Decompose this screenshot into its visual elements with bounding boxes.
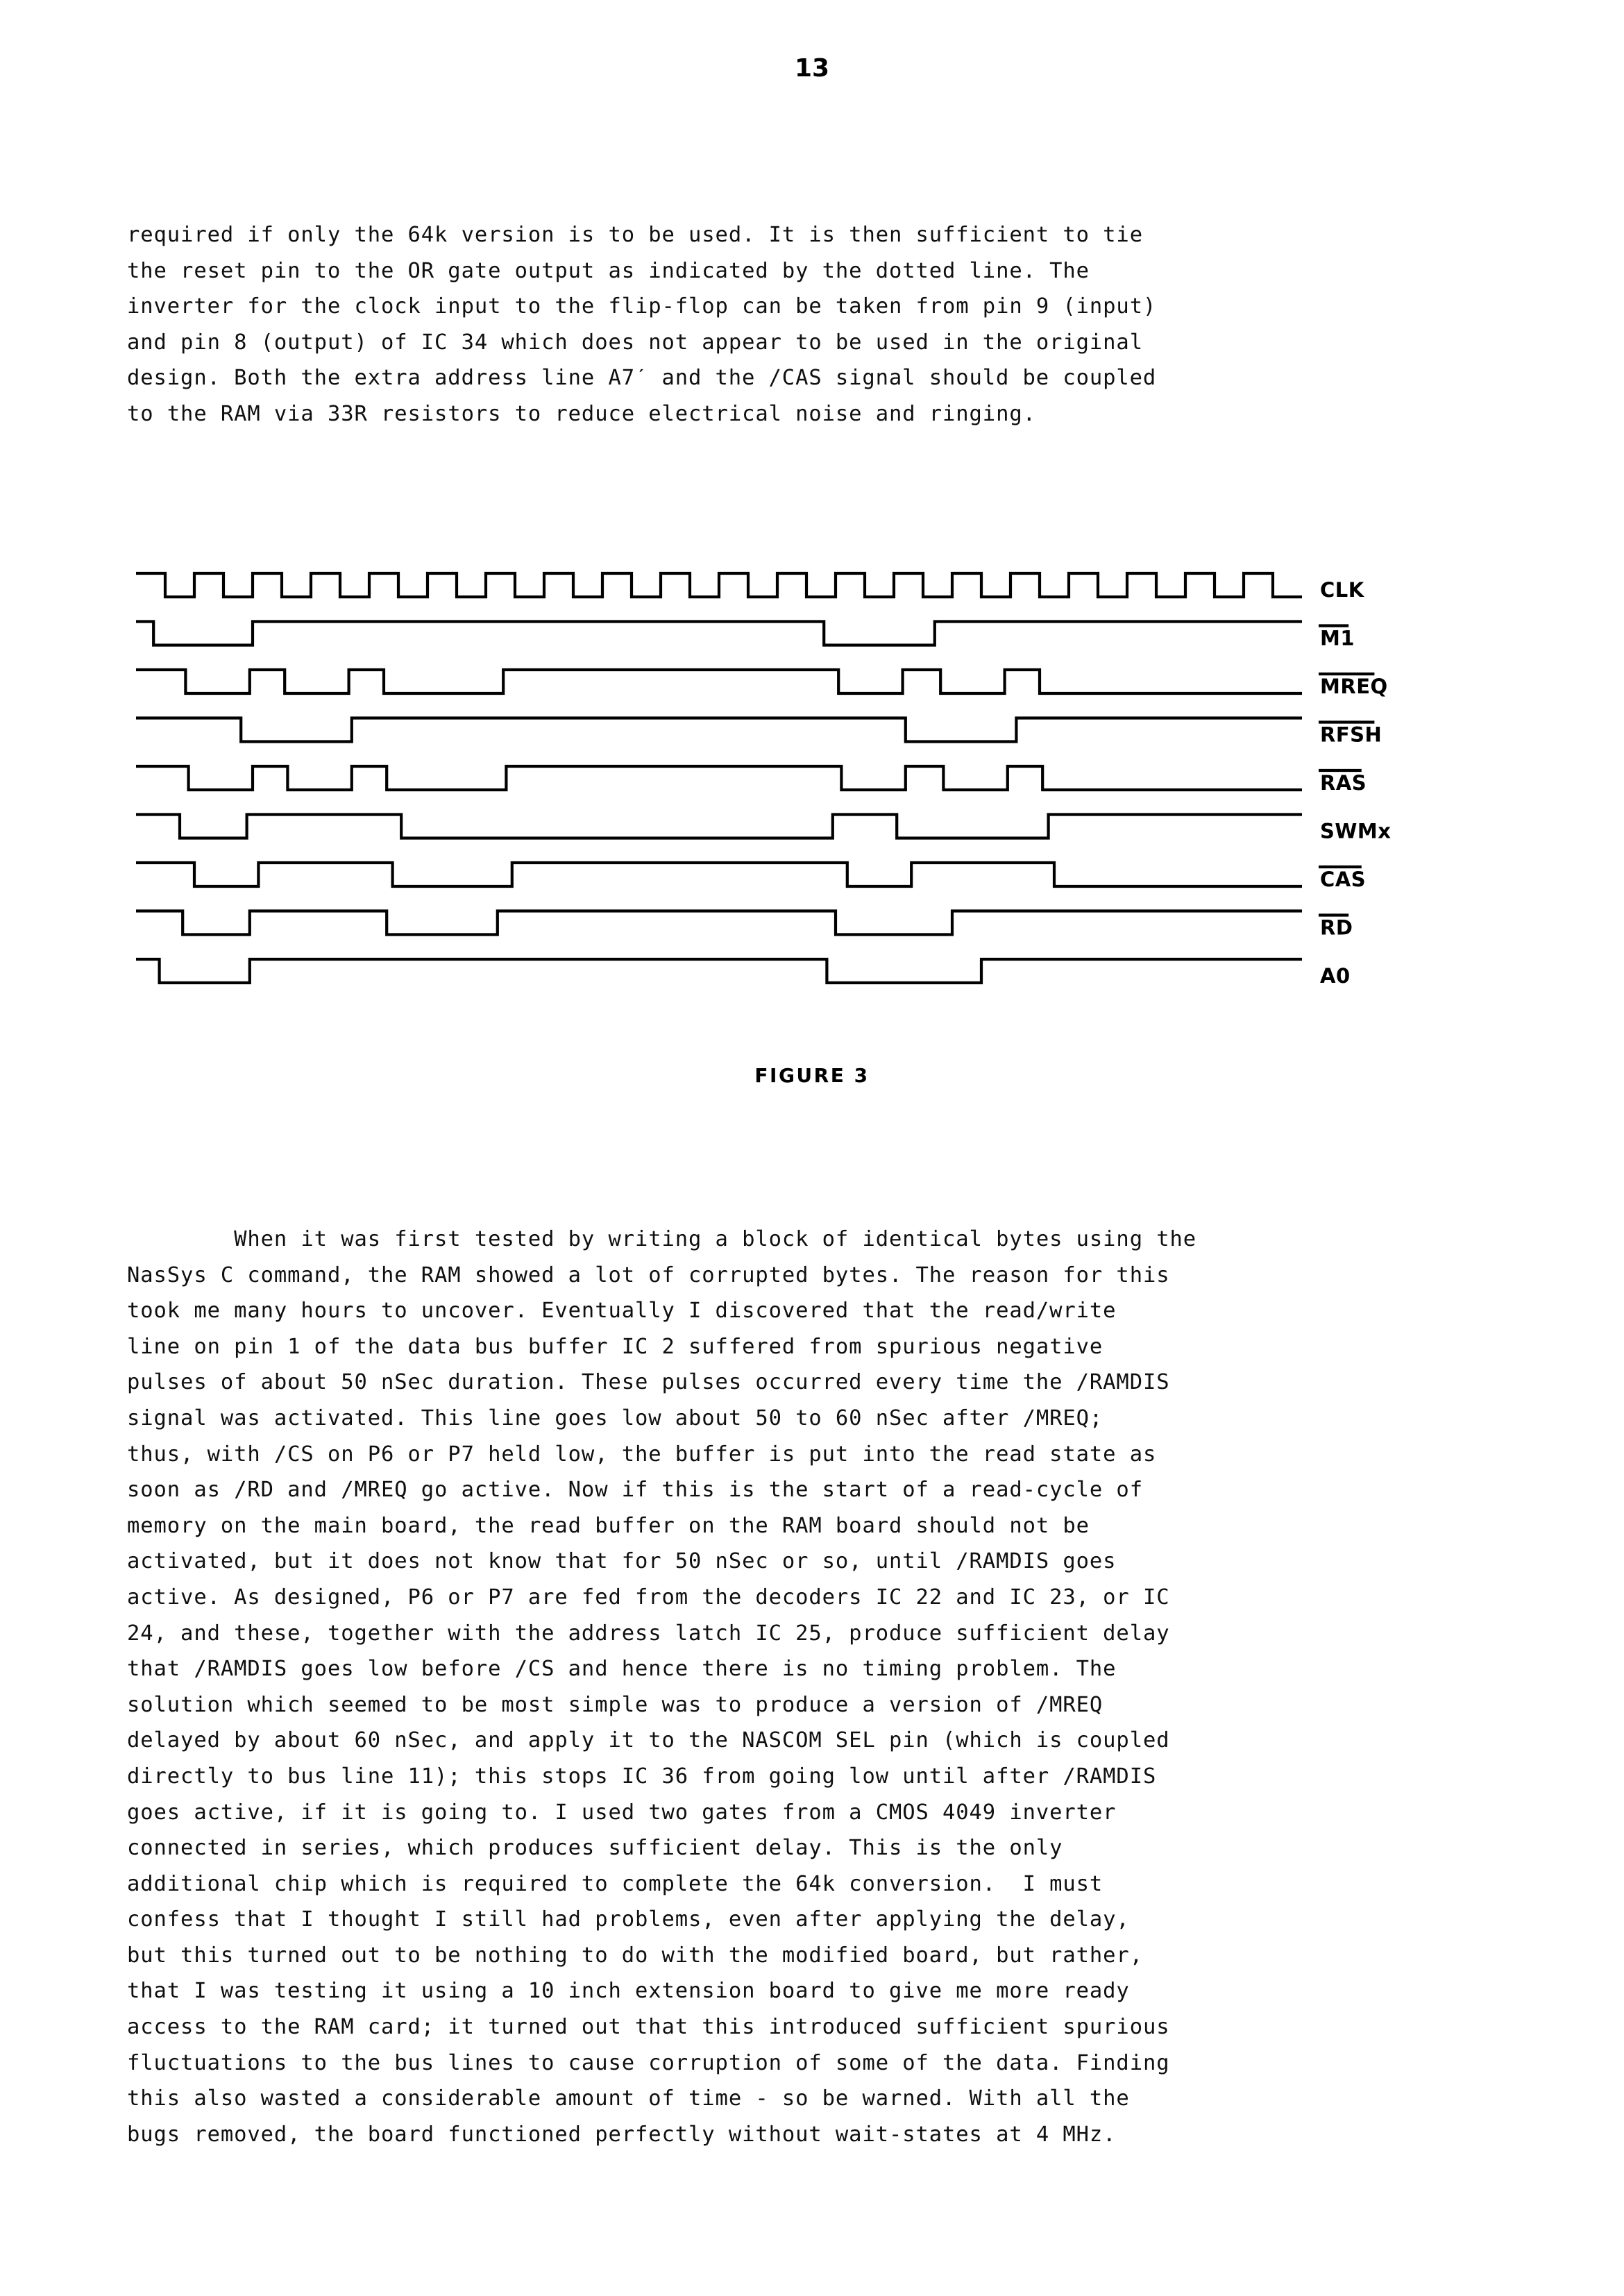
waveform-a0 (136, 959, 1351, 988)
intro-paragraph-line: to the RAM via 33R resistors to reduce electrical noise and ringing. (127, 401, 1036, 426)
waveform-trace (136, 911, 1302, 935)
discussion-paragraph-line: thus, with /CS on P6 or P7 held low, the buffer is put into the read state as (127, 1442, 1157, 1467)
discussion-paragraph-line: solution which seemed to be most simple was to produce a version of /MREQ (127, 1692, 1103, 1717)
discussion-paragraph-line: access to the RAM card; it turned out that this introduced sufficient spurious (127, 2015, 1170, 2040)
timing-diagram-figure (0, 555, 1624, 1069)
waveform-cas (136, 863, 1366, 891)
signal-label-ras: RAS (1320, 771, 1367, 795)
discussion-paragraph-line: that I was testing it using a 10 inch extension board to give me more ready (127, 1979, 1130, 2004)
discussion-paragraph-line: fluctuations to the bus lines to cause corruption of some of the data. Finding (127, 2050, 1170, 2075)
intro-paragraph (127, 217, 1508, 432)
discussion-paragraph-line: pulses of about 50 nSec duration. These pulses occurred every time the /RAMDIS (127, 1370, 1170, 1395)
waveform-trace (136, 863, 1302, 886)
discussion-paragraph-line: signal was activated. This line goes low about 50 to 60 nSec after /MREQ; (127, 1406, 1103, 1430)
discussion-paragraph-line: connected in series, which produces sufficient delay. This is the only (127, 1836, 1063, 1861)
signal-label-rfsh: RFSH (1320, 723, 1382, 747)
signal-label-mreq: MREQ (1320, 675, 1388, 698)
waveform-trace (136, 766, 1302, 790)
waveform-trace (136, 622, 1302, 645)
signal-label-clk: CLK (1320, 578, 1364, 602)
waveform-trace (136, 670, 1302, 693)
figure-caption: FIGURE 3 (754, 1064, 870, 1087)
waveform-swmx (136, 815, 1391, 843)
intro-paragraph-line: and pin 8 (output) of IC 34 which does not appear to be used in the original (127, 330, 1143, 355)
signal-label-rd: RD (1320, 915, 1353, 940)
discussion-paragraph-line: 24, and these, together with the address latch IC 25, produce sufficient delay (127, 1621, 1170, 1646)
intro-paragraph-line: required if only the 64k version is to be used. It is then sufficient to tie (127, 223, 1143, 247)
waveform-rd (136, 911, 1353, 940)
intro-paragraph-line: the reset pin to the OR gate output as indicated by the dotted line. The (127, 258, 1090, 283)
signal-label-m1: M1 (1320, 626, 1355, 650)
waveform-trace (136, 718, 1302, 742)
discussion-paragraph-line: memory on the main board, the read buffer on the RAM board should not be (127, 1513, 1090, 1538)
waveform-trace (136, 815, 1302, 838)
discussion-paragraph-line: NasSys C command, the RAM showed a lot of corrupted bytes. The reason for this (127, 1263, 1170, 1288)
waveform-clk (136, 573, 1365, 602)
signal-label-a0: A0 (1320, 964, 1351, 988)
discussion-paragraph-line: line on pin 1 of the data bus buffer IC 2 suffered from spurious negative (127, 1334, 1103, 1359)
signal-label-cas: CAS (1320, 868, 1367, 891)
intro-paragraph-line: inverter for the clock input to the flip-flop can be taken from pin 9 (input) (127, 294, 1157, 319)
discussion-paragraph-line: soon as /RD and /MREQ go active. Now if this is the start of a read-cycle of (127, 1478, 1143, 1503)
discussion-paragraph-line: but this turned out to be nothing to do with the modified board, but rather, (127, 1943, 1143, 1968)
discussion-paragraph-line: active. As designed, P6 or P7 are fed from the decoders IC 22 and IC 23, or IC (127, 1585, 1170, 1610)
signal-label-swmx: SWMx (1320, 819, 1392, 843)
discussion-paragraph-line: this also wasted a considerable amount of time - so be warned. With all the (127, 2086, 1130, 2111)
discussion-paragraph-line: delayed by about 60 nSec, and apply it to the NASCOM SEL pin (which is coupled (127, 1728, 1170, 1753)
timing-diagram-svg (0, 555, 1624, 1069)
waveform-m1 (136, 622, 1355, 650)
waveform-trace (136, 573, 1302, 597)
discussion-paragraph-line: took me many hours to uncover. Eventually I discovered that the read/write (127, 1299, 1117, 1324)
waveform-rfsh (136, 718, 1382, 747)
discussion-paragraph-line: that /RAMDIS goes low before /CS and hence there is no timing problem. The (127, 1657, 1117, 1682)
discussion-paragraph-line: directly to bus line 11); this stops IC 36 from going low until after /RAMDIS (127, 1764, 1157, 1789)
waveform-ras (136, 766, 1367, 795)
discussion-paragraph-line: activated, but it does not know that for 50 nSec or so, until /RAMDIS goes (127, 1549, 1117, 1574)
waveform-mreq (136, 670, 1388, 698)
discussion-paragraph-line: confess that I thought I still had problems, even after applying the delay, (127, 1907, 1130, 1932)
discussion-paragraph-line: bugs removed, the board functioned perfectly without wait-states at 4 MHz. (127, 2122, 1117, 2147)
discussion-paragraph-line: When it was first tested by writing a block of identical bytes using the (127, 1227, 1197, 1251)
intro-paragraph-line: design. Both the extra address line A7ˊ and the /CAS signal should be coupled (127, 366, 1157, 390)
discussion-paragraph (127, 1222, 1508, 2152)
page-number: 13 (794, 54, 830, 83)
discussion-paragraph-line: goes active, if it is going to. I used two gates from a CMOS 4049 inverter (127, 1800, 1117, 1825)
waveform-trace (136, 959, 1302, 983)
discussion-paragraph-line: additional chip which is required to complete the 64k conversion. I must (127, 1871, 1103, 1896)
